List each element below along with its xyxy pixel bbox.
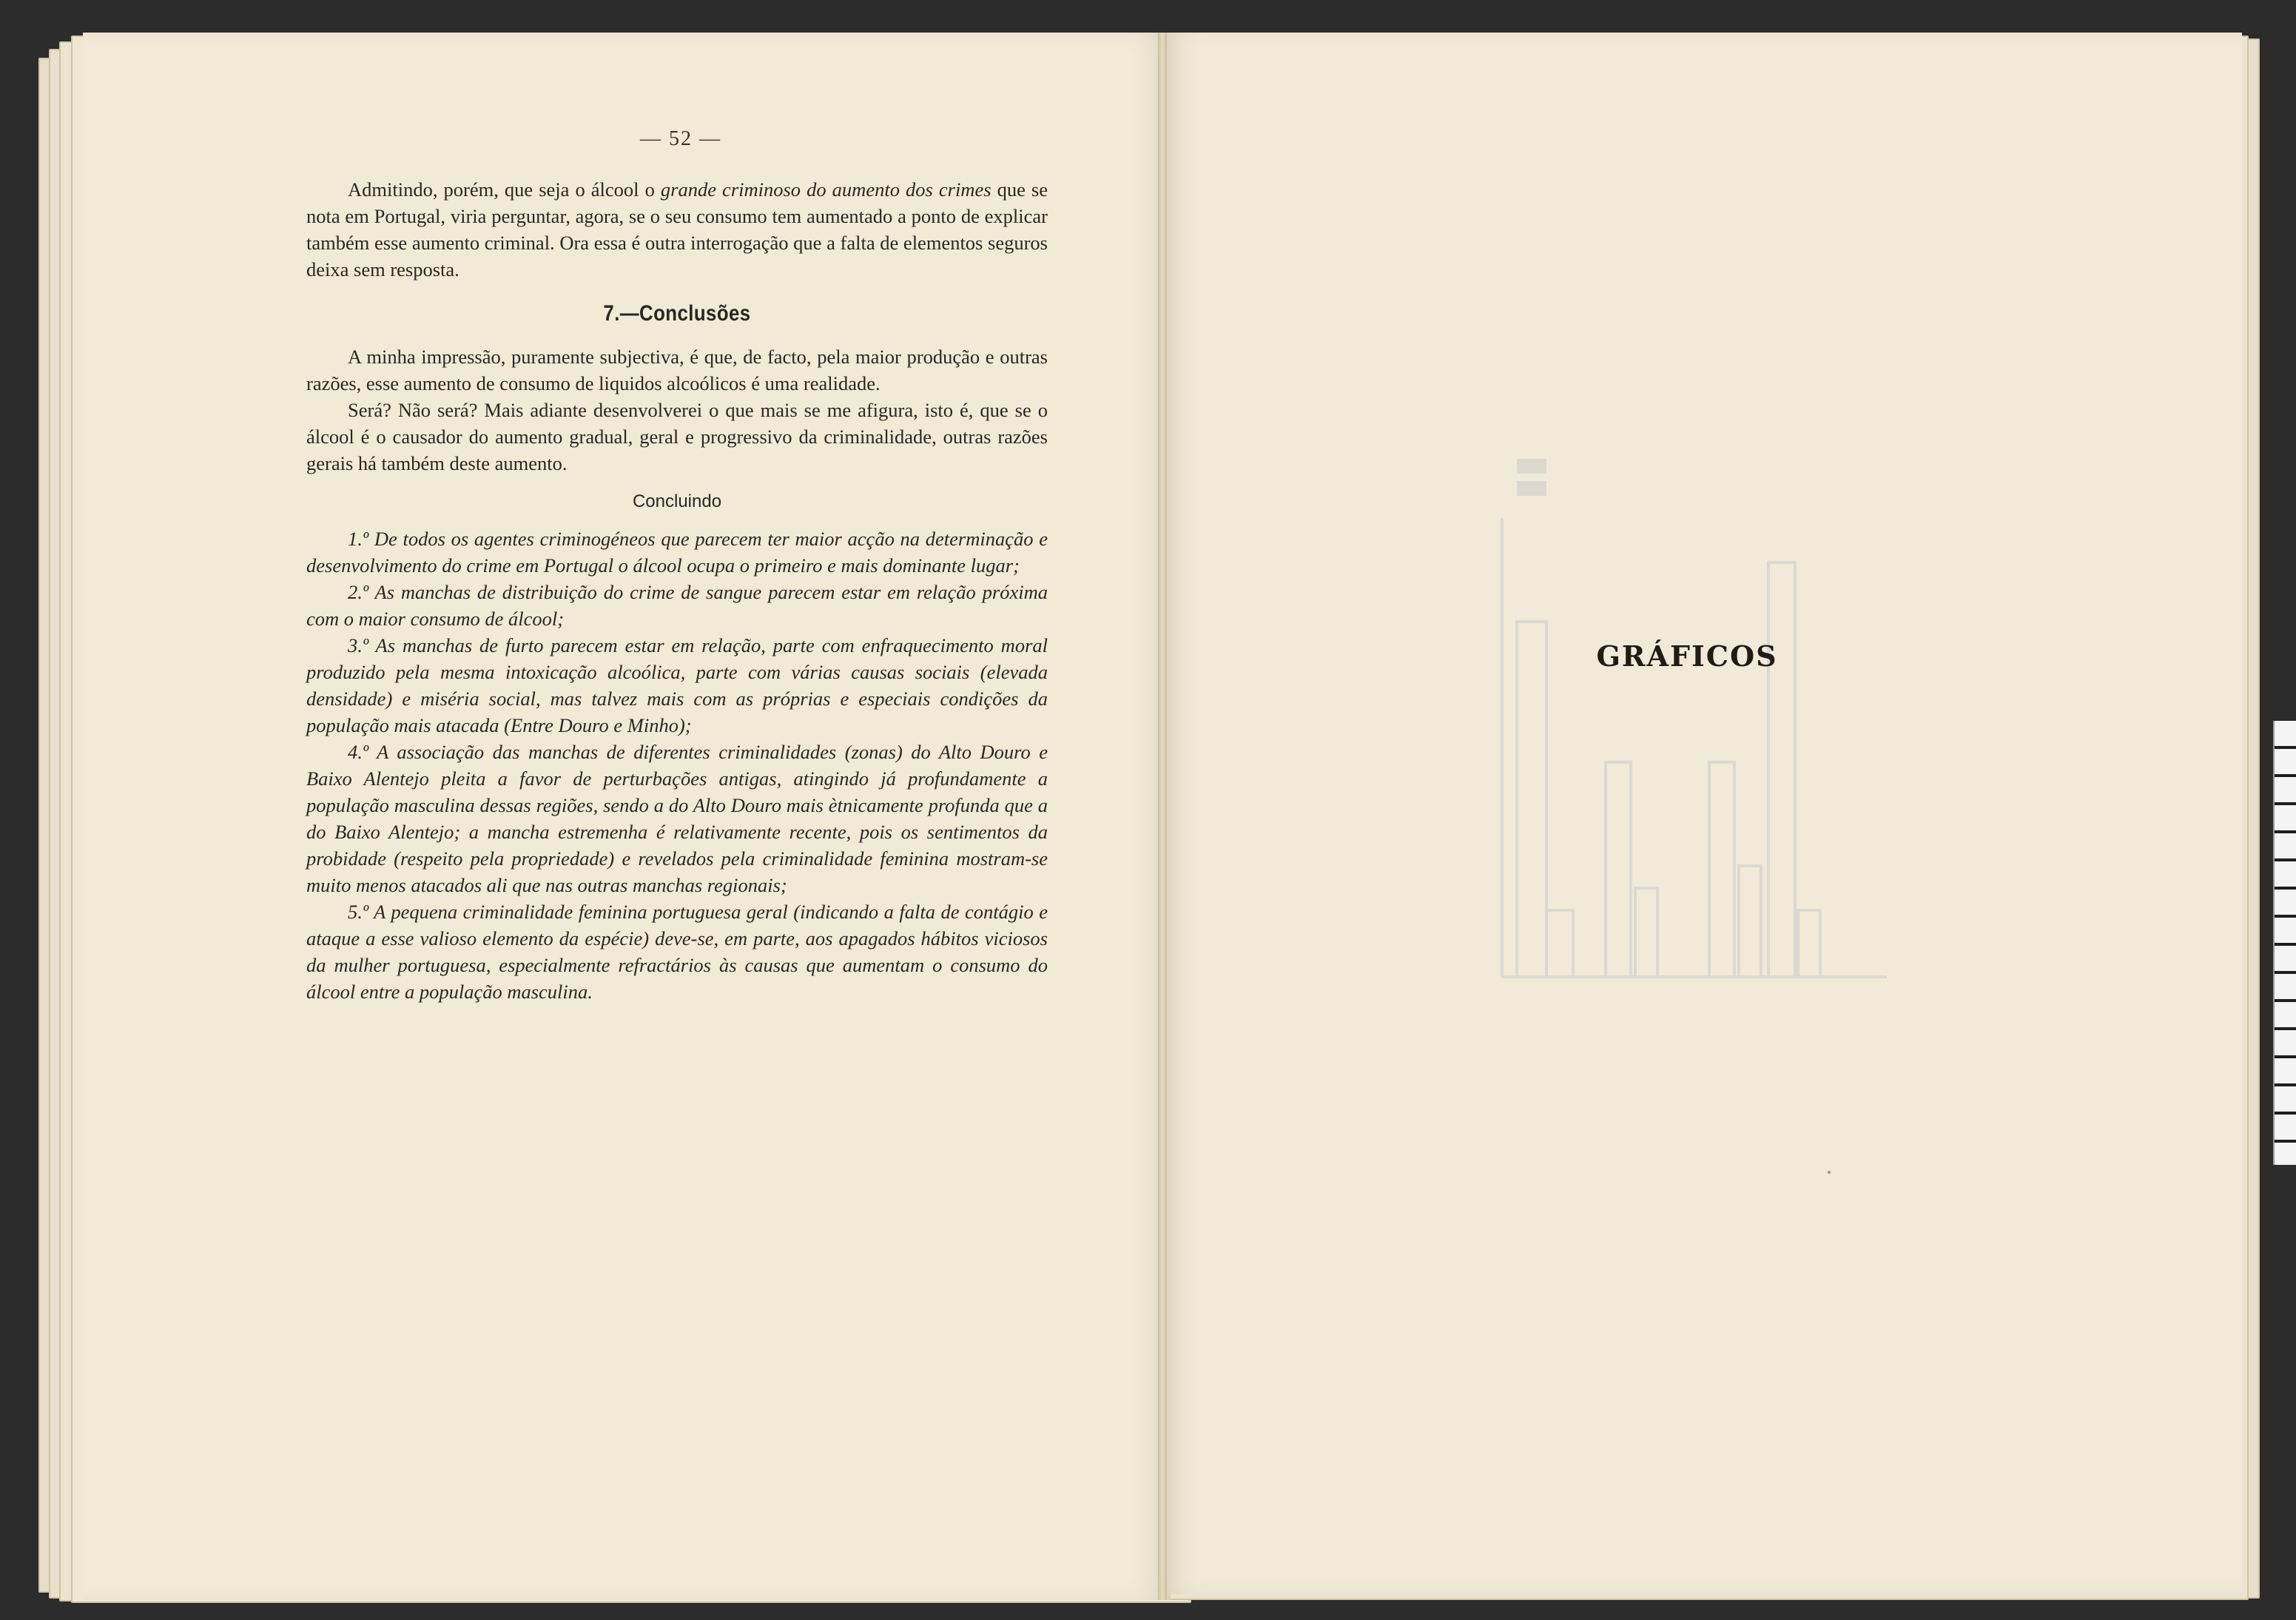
page-number: — 52 —: [640, 127, 721, 150]
left-page-text: [306, 124, 1048, 1005]
conclusion-item: 5.º A pequena criminalidade feminina portuguesa geral (indicando a falta de contágio e ataque a esse valioso elemento da espécie) deve-se, em parte, aos apagados hábitos viciosos da mulher portuguesa, especialmente refractários às causas que aumentam o consumo do álcool entre a população masculina.: [306, 901, 1048, 1003]
paper-speck: [1828, 1171, 1831, 1174]
intro-text-end: que se nota em Portugal, viria perguntar, agora, se o seu consumo tem aumentado a ponto de explicar também esse aumento criminal. Ora essa é outra interrogação que a falta de elementos seguros deixa sem resposta.: [306, 178, 1048, 280]
conclusion-item: 4.º A associação das manchas de diferentes criminalidades (zonas) do Alto Douro e Baixo Alentejo pleita a favor de perturbações antigas, atingindo já profundamente a população masculina dessas regiões, sendo a do Alto Douro mais ètnicamente profunda que a do Baixo Alentejo; a mancha estremenha é relativamente recente, pois os sentimentos da probidade (respeito pela propriedade) e revelados pela criminalidade feminina mostram-se muito menos atacados ali que nas outras manchas regionais;: [306, 741, 1048, 896]
section-heading: 7.—Conclusões: [603, 301, 751, 326]
sub-heading: Concluindo: [632, 491, 722, 511]
conclusion-item: 2.º As manchas de distribuição do crime de sangue parecem estar em relação próxima com o maior consumo de álcool;: [306, 581, 1048, 630]
conclusion-item: 3.º As manchas de furto parecem estar em relação, parte com enfraquecimento moral produzido pela mesma intoxicação alcoólica, parte com várias causas sociais (elevada densidade) e miséria social, mas talvez mais com as próprias e especiais condições da população mais atacada (Entre Douro e Minho);: [306, 634, 1048, 736]
intro-emphasis: grande criminoso do aumento dos crimes: [660, 178, 992, 201]
conclusions-list: [306, 525, 1048, 1005]
conclusion-item: 1.º De todos os agentes criminogéneos que parecem ter maior acção na determinação e desenvolvimento do crime em Portugal o álcool ocupa o primeiro e mais dominante lugar;: [306, 528, 1048, 577]
section-paragraph: A minha impressão, puramente subjectiva, é que, de facto, pela maior produção e outras razões, esse aumento de consumo de liquidos alcoólicos é uma realidade.: [306, 346, 1048, 394]
graphics-title: GRÁFICOS: [1596, 639, 1778, 673]
bleed-through-chart: [1428, 348, 1887, 1125]
section-paragraph: Será? Não será? Mais adiante desenvolverei o que mais se me afigura, isto é, que se o álcool é o causador do aumento gradual, geral e progressivo da criminalidade, outras razões gerais há também deste aumento.: [306, 399, 1048, 474]
scan-ruler: [2273, 721, 2296, 1165]
intro-paragraph: [306, 176, 1048, 283]
intro-text: Admitindo, porém, que seja o álcool o: [348, 178, 661, 201]
book-gutter: [1158, 33, 1167, 1600]
